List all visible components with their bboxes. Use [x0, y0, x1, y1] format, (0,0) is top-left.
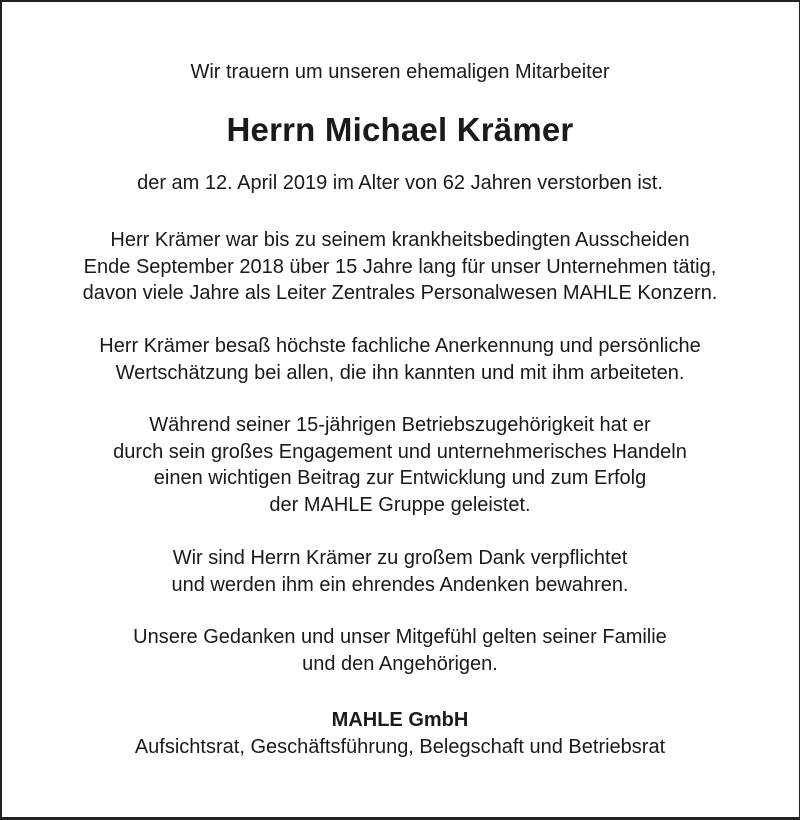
company-name: MAHLE GmbH: [331, 709, 469, 731]
condolence-line-2: und den Angehörigen.: [302, 652, 498, 675]
career-paragraph: [0, 227, 800, 307]
career-line-3: davon viele Jahre als Leiter Zentrales Personalwesen MAHLE Konzern.: [82, 282, 718, 304]
contribution-line-1: Während seiner 15-jährigen Betriebszugehörigkeit hat er: [149, 414, 651, 436]
career-line-1: Herr Krämer war bis zu seinem krankheitsbedingten Ausscheiden: [110, 229, 690, 251]
career-line-2: Ende September 2018 über 15 Jahre lang für unser Unternehmen tätig,: [83, 255, 717, 278]
recognition-line-1: Herr Krämer besaß höchste fachliche Anerkennung und persönliche: [99, 335, 701, 357]
deceased-name: Herrn Michael Krämer: [226, 111, 574, 148]
intro-line: Wir trauern um unseren ehemaligen Mitarbeiter: [190, 61, 610, 83]
contribution-paragraph: [0, 412, 800, 518]
death-line: der am 12. April 2019 im Alter von 62 Jahren verstorben ist.: [137, 172, 663, 194]
contribution-line-3: einen wichtigen Beitrag zur Entwicklung und zum Erfolg: [153, 467, 647, 489]
gratitude-paragraph: [0, 545, 800, 598]
condolence-line-1: Unsere Gedanken und unser Mitgefühl gelten seiner Familie: [133, 626, 667, 648]
gratitude-line-2: und werden ihm ein ehrendes Andenken bewahren.: [171, 573, 629, 596]
contribution-line-2: durch sein großes Engagement und unternehmerisches Handeln: [113, 440, 687, 463]
recognition-paragraph: [0, 333, 800, 386]
recognition-line-2: Wertschätzung bei allen, die ihn kannten und mit ihm arbeiteten.: [115, 361, 685, 384]
signers-line: Aufsichtsrat, Geschäftsführung, Belegschaft und Betriebsrat: [134, 736, 666, 758]
gratitude-line-1: Wir sind Herrn Krämer zu großem Dank verpflichtet: [172, 547, 628, 569]
condolence-paragraph: [0, 624, 800, 677]
death-date-paragraph: [0, 170, 800, 197]
contribution-line-4: der MAHLE Gruppe geleistet.: [269, 493, 531, 516]
